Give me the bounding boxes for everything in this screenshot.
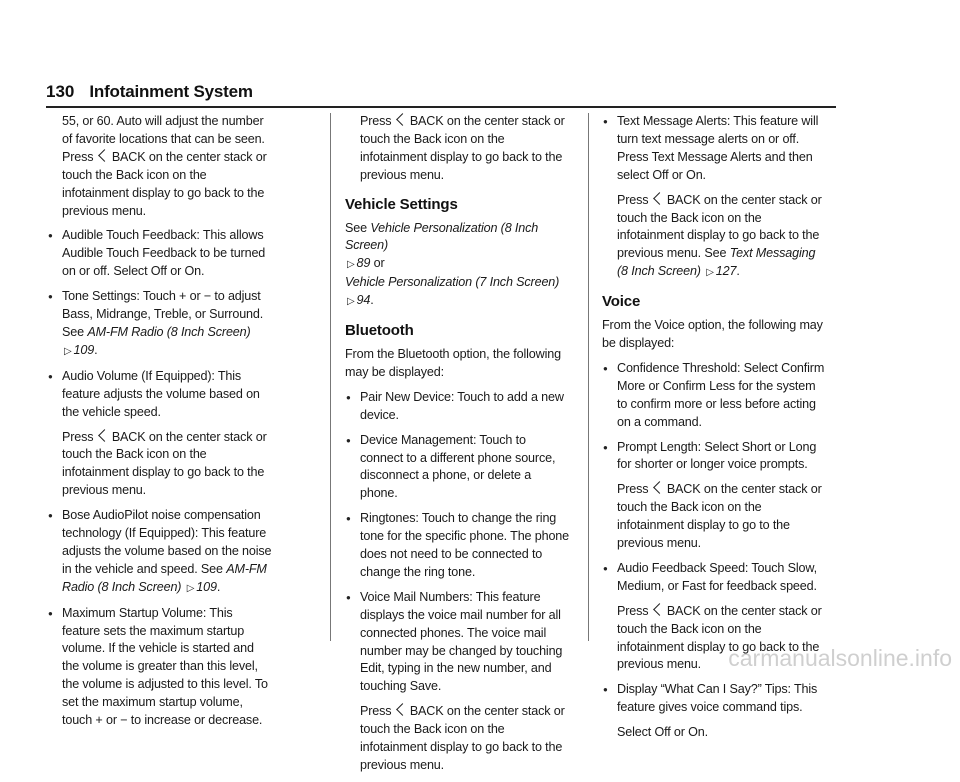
page-ref-icon: ▷ bbox=[64, 345, 72, 357]
back-chevron-icon bbox=[97, 150, 107, 162]
page-ref[interactable]: 109 bbox=[73, 342, 95, 357]
list-item: ● Prompt Length: Select Short or Long for shorter or longer voice prompts. bbox=[602, 439, 827, 475]
page-number: 130 bbox=[46, 82, 75, 101]
page-ref-icon: ▷ bbox=[706, 267, 714, 279]
page-ref-icon: ▷ bbox=[347, 259, 355, 271]
cross-reference-link[interactable]: AM-FM Radio (8 Inch Screen) bbox=[87, 324, 251, 339]
list-item: ● Ringtones: Touch to change the ring tone for the specific phone. The phone does not need to be connected to change the ring tone. bbox=[345, 510, 570, 582]
back-chevron-icon bbox=[395, 704, 405, 716]
list-item: ● Text Message Alerts: This feature will turn text message alerts on or off. Press Text Message Alerts and then select Off or On. bbox=[602, 113, 827, 185]
list-item: ● Tone Settings: Touch + or − to adjust Bass, Midrange, Treble, or Surround. See AM-FM Radio (8 Inch Screen) ▷ 109. bbox=[47, 288, 272, 361]
list-item: ● Audio Volume (If Equipped): This feature adjusts the volume based on the vehicle speed. bbox=[47, 368, 272, 422]
back-chevron-icon bbox=[97, 430, 107, 442]
page-ref[interactable]: 89 bbox=[356, 256, 371, 271]
page-header bbox=[46, 82, 253, 108]
watermark: carmanualsonline.info bbox=[728, 645, 952, 671]
back-chevron-icon bbox=[395, 114, 405, 126]
column-divider-2 bbox=[588, 113, 589, 641]
column-1 bbox=[47, 113, 272, 737]
heading-vehicle-settings: Vehicle Settings bbox=[345, 195, 458, 213]
paragraph: Select Off or On. bbox=[617, 725, 709, 740]
list-item: ● Voice Mail Numbers: This feature displays the voice mail number for all connected phones. The voice mail number may be changed by touching Edit, typing in the new number, and touching Save. bbox=[345, 589, 570, 696]
paragraph: From the Bluetooth option, the following may be displayed: bbox=[345, 346, 561, 379]
paragraph: Press BACK on the center stack or touch the Back icon on the infotainment display to go back to the previous menu. bbox=[62, 429, 267, 498]
back-chevron-icon bbox=[652, 193, 662, 205]
header-rule bbox=[46, 106, 836, 108]
paragraph: Press BACK on the center stack or touch the Back icon on the infotainment display to go back to the previous menu. bbox=[617, 603, 822, 672]
back-chevron-icon bbox=[652, 604, 662, 616]
page-ref-icon: ▷ bbox=[347, 296, 355, 308]
page-ref[interactable]: 109 bbox=[196, 579, 217, 594]
cross-reference-link[interactable]: Vehicle Personalization (8 Inch Screen) bbox=[345, 220, 539, 253]
paragraph: Press BACK on the center stack or touch the Back icon on the infotainment display to go back to the previous menu. bbox=[360, 704, 565, 772]
page-ref[interactable]: 94 bbox=[356, 293, 371, 308]
paragraph: See Vehicle Personalization (8 Inch Screen) ▷ 89 or Vehicle Personalization (7 Inch Screen) ▷ 94. bbox=[345, 220, 560, 308]
cross-reference-link[interactable]: Text Messaging (8 Inch Screen) bbox=[617, 246, 816, 279]
paragraph: Press BACK on the center stack or touch the Back icon on the infotainment display to go back to the previous menu. bbox=[360, 114, 565, 182]
heading-voice: Voice bbox=[602, 293, 641, 311]
page-ref-icon: ▷ bbox=[186, 582, 195, 594]
paragraph: Press BACK on the center stack or touch the Back icon on the infotainment display to go back to the previous menu. See Text Messaging (8 Inch Screen) ▷ 127. bbox=[617, 192, 822, 279]
paragraph: Press BACK on the center stack or touch the Back icon on the infotainment display to go to the previous menu. bbox=[617, 482, 822, 551]
list-item: ● Confidence Threshold: Select Confirm More or Confirm Less for the system to confirm more or less before acting on a command. bbox=[602, 360, 827, 432]
paragraph: 55, or 60. Auto will adjust the number of favorite locations that can be seen. Press BACK on the center stack or touch the Back icon on the infotainment display to go back to the previous menu. bbox=[62, 114, 267, 218]
column-2 bbox=[345, 113, 570, 782]
list-item: ● Audio Feedback Speed: Touch Slow, Medium, or Fast for feedback speed. bbox=[602, 560, 827, 596]
list-item: ● Display “What Can I Say?” Tips: This feature gives voice command tips. bbox=[602, 681, 827, 717]
list-item: ● Device Management: Touch to connect to a different phone source, disconnect a phone, or delete a phone. bbox=[345, 432, 570, 504]
list-item: ● Bose AudioPilot noise compensation technology (If Equipped): This feature adjusts the volume based on the noise in the vehicle and speed. See AM-FM Radio (8 Inch Screen) ▷ 109. bbox=[47, 507, 272, 598]
heading-bluetooth: Bluetooth bbox=[345, 322, 414, 340]
list-item: ● Maximum Startup Volume: This feature sets the maximum startup volume. If the vehicle is started and the volume is greater than this level, the volume is adjusted to this level. To set the maximum startup volume, touch + or − to increase or decrease. bbox=[47, 605, 272, 730]
section-title: Infotainment System bbox=[89, 82, 253, 101]
back-chevron-icon bbox=[652, 482, 662, 494]
paragraph: From the Voice option, the following may be displayed: bbox=[602, 318, 823, 350]
cross-reference-link[interactable]: AM-FM Radio (8 Inch Screen) bbox=[62, 561, 267, 594]
list-item: ● Audible Touch Feedback: This allows Audible Touch Feedback to be turned on or off. Select Off or On. bbox=[47, 227, 272, 281]
page-ref[interactable]: 127 bbox=[715, 264, 737, 279]
cross-reference-link[interactable]: Vehicle Personalization (7 Inch Screen) bbox=[345, 275, 560, 290]
column-divider-1 bbox=[330, 113, 331, 641]
list-item: ● Pair New Device: Touch to add a new device. bbox=[345, 389, 570, 425]
